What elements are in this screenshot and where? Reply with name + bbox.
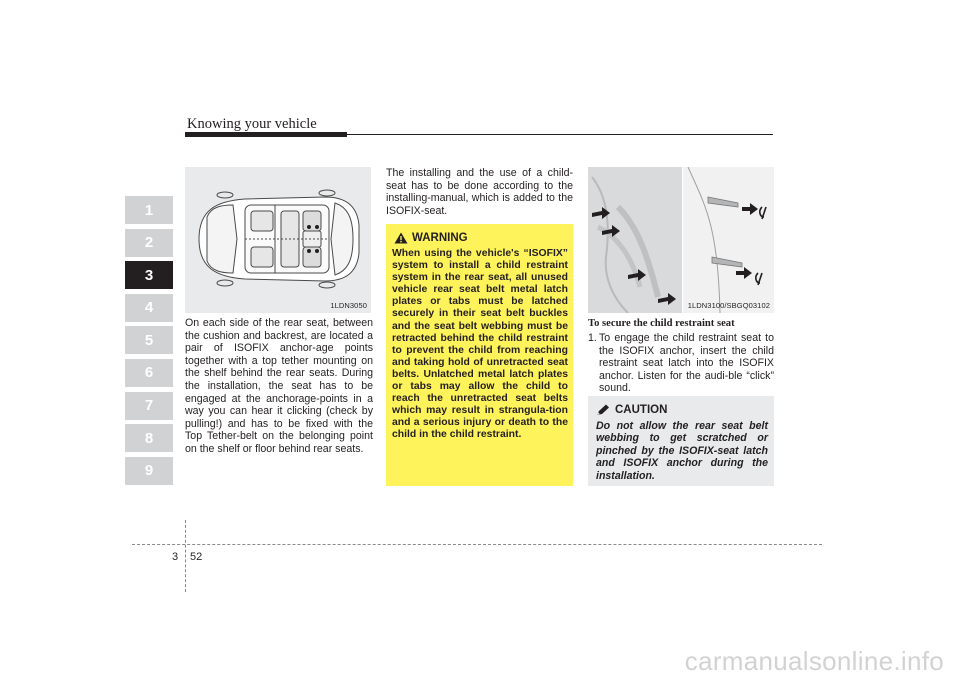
isofix-anchor-figure bbox=[588, 167, 774, 313]
chapter-tab-4[interactable]: 4 bbox=[125, 294, 173, 322]
watermark-text: carmanualsonline.info bbox=[684, 646, 944, 676]
warning-body: When using the vehicle's “ISOFIX” system to install a child restraint system in the rear seat, all unused vehicle rear seat belt metal latch plates or tabs must be latched securely in their seat belt buckles and the seat belt webbing must be retracted behind the child restraint to prevent the child from reaching and taking hold of unretracted seat belts. Unlatched metal latch plates or tabs may allow the child to reach the unretracted seat belts which may result in strangula-tion and a serious injury or death to the child in the child restraint. bbox=[392, 248, 568, 441]
chapter-tab-5[interactable]: 5 bbox=[125, 326, 173, 354]
figure-code: 1LDN3100/SBGQ03102 bbox=[687, 301, 770, 310]
step-text: To engage the child restraint seat to the ISOFIX anchor, insert the child restraint seat latch into the ISOFIX anchor. Listen for the audi-ble “click” sound. bbox=[599, 332, 774, 395]
warning-triangle-icon bbox=[394, 232, 408, 244]
caution-box bbox=[588, 396, 774, 486]
chapter-tab-1[interactable]: 1 bbox=[125, 196, 173, 224]
footer-chapter-number: 3 bbox=[172, 551, 179, 563]
section-heading: To secure the child restraint seat bbox=[588, 318, 735, 329]
warning-title: WARNING bbox=[412, 232, 468, 244]
page-header-title: Knowing your vehicle bbox=[187, 116, 317, 132]
chapter-tab-8[interactable]: 8 bbox=[125, 424, 173, 452]
isofix-anchor-illustration bbox=[588, 167, 774, 313]
caution-header bbox=[596, 404, 667, 416]
caution-title: CAUTION bbox=[615, 404, 668, 416]
chapter-tab-7[interactable]: 7 bbox=[125, 392, 173, 420]
header-rule-thin bbox=[347, 134, 773, 135]
warning-header bbox=[394, 232, 468, 244]
chapter-tab-2[interactable]: 2 bbox=[125, 229, 173, 257]
footer-rule bbox=[132, 544, 822, 545]
caution-body: Do not allow the rear seat belt webbing to get scratched or pinched by the ISOFIX-seat latch and ISOFIX anchor during the installation. bbox=[596, 420, 768, 482]
chapter-tab-3[interactable]: 3 bbox=[125, 261, 173, 289]
step-item bbox=[588, 332, 774, 395]
step-number: 1. bbox=[588, 332, 597, 344]
header-rule-thick bbox=[185, 132, 347, 137]
chapter-tab-6[interactable]: 6 bbox=[125, 359, 173, 387]
car-top-view-illustration bbox=[185, 167, 371, 313]
installation-note-text: The installing and the use of a child-seat has to be done according to the installing-manual, which is added to the ISOFIX-seat. bbox=[386, 167, 573, 217]
warning-box bbox=[386, 224, 573, 486]
car-top-view-figure bbox=[185, 167, 371, 313]
footer-page-number: 52 bbox=[190, 551, 203, 563]
chapter-tab-9[interactable]: 9 bbox=[125, 457, 173, 485]
chapter-tabs bbox=[125, 196, 173, 489]
figure-code: 1LDN3050 bbox=[330, 301, 367, 310]
isofix-description-text: On each side of the rear seat, between the cushion and backrest, are located a pair of ISOFIX anchor-age points together with a top tether mounting on the shelf behind the rear seats. During the installation, the seat has to be engaged at the anchorage-points in a way you can hear it clicking (check by pulling!) and has to be fixed with the Top Tether-belt on the belonging point on the shelf or floor behind rear seats. bbox=[185, 317, 373, 455]
caution-pencil-icon bbox=[596, 404, 610, 416]
footer-vertical-rule bbox=[185, 520, 186, 592]
